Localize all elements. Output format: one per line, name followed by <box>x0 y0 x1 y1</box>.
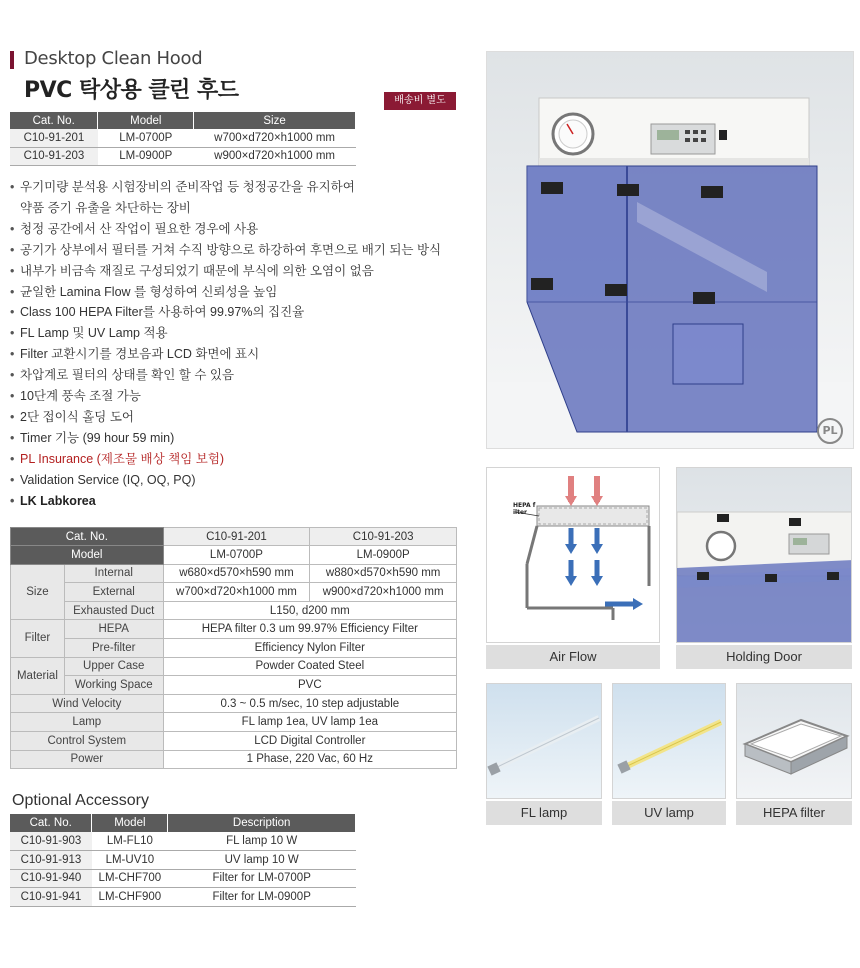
optional-accessory-table <box>10 814 356 907</box>
spec-upper-case-label: Upper Case <box>64 657 163 676</box>
spec-external-label: External <box>64 583 163 602</box>
spec-lamp-value: FL lamp 1ea, UV lamp 1ea <box>163 713 456 732</box>
title-accent-bar <box>10 51 14 69</box>
feature-item: • 공기가 상부에서 필터를 거쳐 수직 방향으로 하강하여 후면으로 배기 되는 방식 <box>10 240 460 261</box>
table-row <box>10 851 356 870</box>
air-flow-diagram <box>486 467 660 643</box>
cat-no-cell: C10-91-940 <box>10 869 92 888</box>
spec-control-label: Control System <box>11 731 164 750</box>
feature-item: • Validation Service (IQ, OQ, PQ) <box>10 470 460 491</box>
model-cell: LM-FL10 <box>92 832 168 851</box>
fl-lamp-illustration <box>487 684 602 799</box>
model-cell: LM-CHF900 <box>92 888 168 907</box>
feature-item: • 청정 공간에서 산 작업이 필요한 경우에 사용 <box>10 219 460 240</box>
spec-external-2: w900×d720×h1000 mm <box>310 583 457 602</box>
pl-mark-icon: PL <box>817 418 843 444</box>
spec-prefilter-label: Pre-filter <box>64 638 163 657</box>
title-english: Desktop Clean Hood <box>24 48 203 69</box>
cat-no-cell: C10-91-201 <box>10 129 98 147</box>
hepa-filter-illustration <box>737 684 852 799</box>
col-header: Cat. No. <box>10 112 98 129</box>
spec-wind-label: Wind Velocity <box>11 694 164 713</box>
fl-lamp-caption: FL lamp <box>486 801 602 825</box>
spec-external-1: w700×d720×h1000 mm <box>163 583 310 602</box>
optional-accessory-title: Optional Accessory <box>12 792 149 809</box>
hepa-filter-label: HEPA filter <box>513 502 536 516</box>
cat-no-cell: C10-91-913 <box>10 851 92 870</box>
spec-material-label: Material <box>11 657 65 694</box>
size-cell: w900×d720×h1000 mm <box>194 147 356 165</box>
spec-model-1: LM-0700P <box>163 546 310 565</box>
cat-no-cell: C10-91-941 <box>10 888 92 907</box>
spec-cat-no-label: Cat. No. <box>11 528 164 546</box>
description-cell: FL lamp 10 W <box>168 832 356 851</box>
feature-item: 약품 증기 유출을 차단하는 장비 <box>20 200 191 215</box>
spec-prefilter-value: Efficiency Nylon Filter <box>163 638 456 657</box>
clean-hood-illustration <box>487 52 854 449</box>
feature-item: • 10단계 풍속 조절 가능 <box>10 386 460 407</box>
air-flow-illustration <box>487 468 660 643</box>
feature-item: • 우기미량 분석용 시험장비의 준비작업 등 청정공간을 유지하여 <box>10 177 460 198</box>
model-cell: LM-0900P <box>98 147 194 165</box>
spec-hepa-value: HEPA filter 0.3 um 99.97% Efficiency Filter <box>163 620 456 639</box>
spec-cat-no-2: C10-91-203 <box>310 528 457 546</box>
spec-working-space-label: Working Space <box>64 676 163 695</box>
spec-filter-label: Filter <box>11 620 65 657</box>
spec-power-value: 1 Phase, 220 Vac, 60 Hz <box>163 750 456 769</box>
size-cell: w700×d720×h1000 mm <box>194 129 356 147</box>
col-header: Model <box>98 112 194 129</box>
model-cell: LM-CHF700 <box>92 869 168 888</box>
spec-power-label: Power <box>11 750 164 769</box>
air-flow-caption: Air Flow <box>486 645 660 669</box>
model-cell: LM-UV10 <box>92 851 168 870</box>
feature-item: • Class 100 HEPA Filter를 사용하여 99.97%의 집진율 <box>10 302 460 323</box>
col-header: Description <box>168 814 356 832</box>
feature-item: • FL Lamp 및 UV Lamp 적용 <box>10 323 460 344</box>
table-row <box>10 832 356 851</box>
cat-no-cell: C10-91-903 <box>10 832 92 851</box>
description-cell: Filter for LM-0700P <box>168 869 356 888</box>
hepa-filter-photo <box>736 683 852 799</box>
holding-door-caption: Holding Door <box>676 645 852 669</box>
spec-duct-value: L150, d200 mm <box>163 601 456 620</box>
product-photo-clean-hood <box>486 51 854 449</box>
page-title: PVC 탁상용 클린 후드 <box>24 78 239 103</box>
spec-control-value: LCD Digital Controller <box>163 731 456 750</box>
spec-table <box>10 527 457 769</box>
feature-list <box>10 177 460 512</box>
feature-item: • 차압계로 필터의 상태를 확인 할 수 있음 <box>10 365 460 386</box>
hepa-filter-caption: HEPA filter <box>736 801 852 825</box>
table-row <box>10 147 356 165</box>
holding-door-illustration <box>677 468 852 643</box>
spec-upper-case-value: Powder Coated Steel <box>163 657 456 676</box>
spec-cat-no-1: C10-91-201 <box>163 528 310 546</box>
fl-lamp-photo <box>486 683 602 799</box>
spec-size-label: Size <box>11 564 65 620</box>
table-row <box>10 129 356 147</box>
uv-lamp-caption: UV lamp <box>612 801 726 825</box>
spec-internal-label: Internal <box>64 564 163 583</box>
spec-model-2: LM-0900P <box>310 546 457 565</box>
spec-working-space-value: PVC <box>163 676 456 695</box>
uv-lamp-photo <box>612 683 726 799</box>
spec-model-label: Model <box>11 546 164 565</box>
spec-wind-value: 0.3 ~ 0.5 m/sec, 10 step adjustable <box>163 694 456 713</box>
table-row <box>10 888 356 907</box>
cat-no-cell: C10-91-203 <box>10 147 98 165</box>
description-cell: Filter for LM-0900P <box>168 888 356 907</box>
holding-door-photo <box>676 467 852 643</box>
spec-hepa-label: HEPA <box>64 620 163 639</box>
product-table <box>10 112 356 166</box>
feature-item: • Timer 기능 (99 hour 59 min) <box>10 428 460 449</box>
col-header: Size <box>194 112 356 129</box>
spec-internal-1: w680×d570×h590 mm <box>163 564 310 583</box>
col-header: Model <box>92 814 168 832</box>
feature-item: • 내부가 비금속 재질로 구성되었기 때문에 부식에 의한 오염이 없음 <box>10 261 460 282</box>
spec-duct-label: Exhausted Duct <box>64 601 163 620</box>
feature-item: • 2단 접이식 홀딩 도어 <box>10 407 460 428</box>
spec-internal-2: w880×d570×h590 mm <box>310 564 457 583</box>
table-row <box>10 869 356 888</box>
model-cell: LM-0700P <box>98 129 194 147</box>
feature-item-pl-insurance: • PL Insurance (제조물 배상 책임 보험) <box>10 449 460 470</box>
feature-item: • 균일한 Lamina Flow 를 형성하여 신뢰성을 높임 <box>10 282 460 303</box>
col-header: Cat. No. <box>10 814 92 832</box>
feature-item: • Filter 교환시기를 경보음과 LCD 화면에 표시 <box>10 344 460 365</box>
uv-lamp-illustration <box>613 684 726 799</box>
shipping-badge: 배송비 별도 <box>384 92 456 110</box>
feature-item-brand: • LK Labkorea <box>10 491 460 512</box>
description-cell: UV lamp 10 W <box>168 851 356 870</box>
spec-lamp-label: Lamp <box>11 713 164 732</box>
